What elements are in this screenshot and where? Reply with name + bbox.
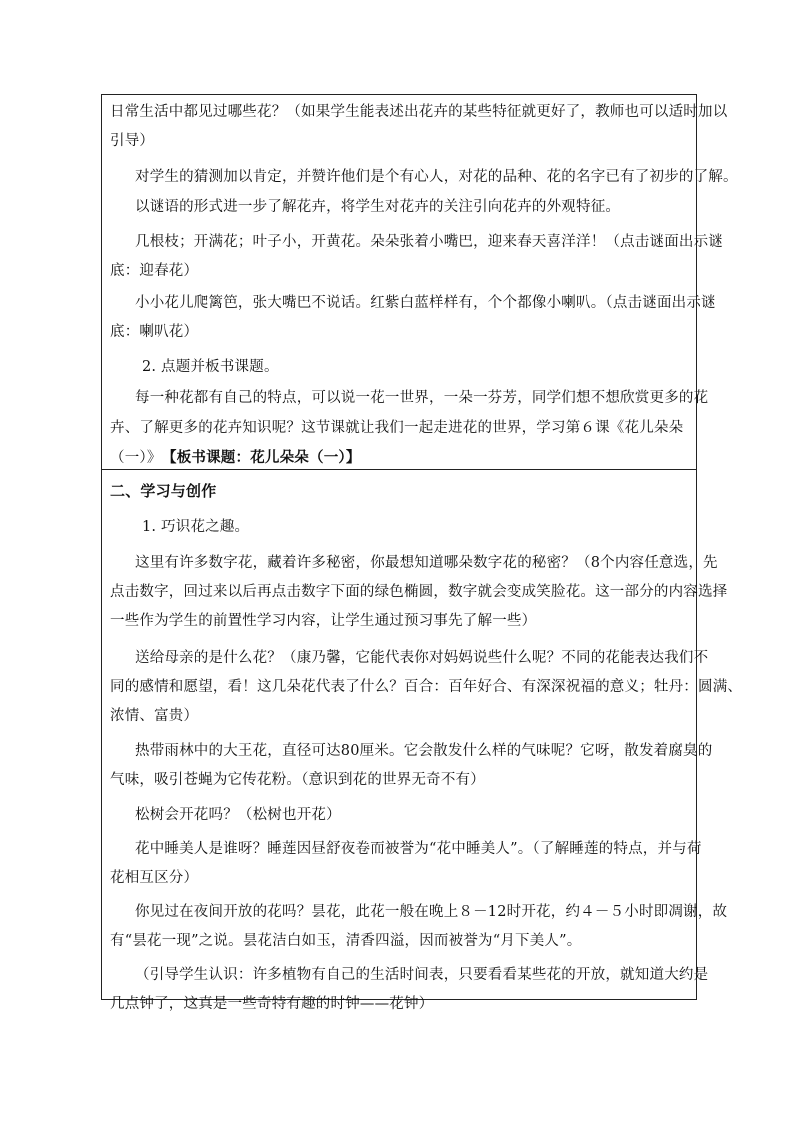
paragraph-line: 这里有许多数字花，藏着许多秘密，你最想知道哪朵数字花的秘密？（8个内容任意选，先: [135, 555, 718, 571]
paragraph-line: 底：迎春花）: [110, 263, 199, 279]
paragraph-line: 有“昙花一现”之说。昙花洁白如玉，清香四溢，因而被誉为“月下美人”。: [110, 933, 582, 949]
paragraph-line: 以谜语的形式进一步了解花卉，将学生对花卉的关注引向花卉的外观特征。: [135, 199, 621, 215]
paragraph-line: 热带雨林中的大王花，直径可达80厘米。它会散发什么样的气味呢？它呀，散发着腐臭的: [135, 743, 713, 759]
board-title-line: 【板书课题：花儿朵朵（一）】: [162, 449, 361, 466]
paragraph-line: 小小花儿爬篱笆，张大嘴巴不说话。红紫白蓝样样有，个个都像小喇叭。（点击谜面出示谜: [135, 295, 716, 311]
section-title: 二、学习与创作: [110, 482, 217, 500]
paragraph-line: 底：喇叭花）: [110, 324, 199, 340]
paragraph-line: 2. 点题并板书课题。: [142, 359, 279, 375]
paragraph-line: 花中睡美人是谁呀？睡莲因昼舒夜卷而被誉为“花中睡美人”。（了解睡莲的特点，并与荷: [135, 841, 702, 857]
table-row: [101, 469, 743, 1012]
paragraph-line: 送给母亲的是什么花？（康乃馨，它能代表你对妈妈说些什么呢？不同的花能表达我们不: [135, 650, 709, 666]
paragraph-line: 你见过在夜间开放的花吗？昙花，此花一般在晚上８－12时开花，约４－５小时即凋谢，故: [135, 904, 728, 920]
paragraph-line: 几点钟了，这真是一些奇特有趣的时钟——花钟）: [110, 996, 434, 1012]
paragraph-line: 同的感情和愿望，看！这几朵花代表了什么？百合：百年好合、有深深祝福的意义；牡丹：圆满、: [110, 679, 743, 695]
paragraph-line: 1. 巧识花之趣。: [142, 519, 250, 535]
paragraph-line: 花相互区分）: [110, 870, 199, 886]
paragraph-line: 几根枝；开满花；叶子小，开黄花。朵朵张着小嘴巴，迎来春天喜洋洋！（点击谜面出示谜: [135, 234, 723, 250]
paragraph-line: （引导学生认识：许多植物有自己的生活时间表，只要看看某些花的开放，就知道大约是: [135, 967, 709, 983]
paragraph-line: 引导）: [110, 133, 155, 149]
paragraph-line: 松树会开花吗？（松树也开花）: [135, 807, 341, 823]
paragraph-line: 点击数字，回过来以后再点击数字下面的绿色椭圆，数字就会变成笑脸花。这一部分的内容选择: [110, 584, 728, 600]
paragraph-line: 日常生活中都见过哪些花？（如果学生能表述出花卉的某些特征就更好了，教师也可以适时加以: [110, 104, 728, 120]
table-row: [101, 94, 738, 469]
paragraph-line: 一些作为学生的前置性学习内容，让学生通过预习事先了解一些）: [110, 613, 537, 629]
paragraph-line: 浓情、富贵）: [110, 708, 199, 724]
paragraph-line: 气味，吸引苍蝇为它传花粉。（意识到花的世界无奇不有）: [110, 772, 485, 788]
lesson-plan-table: [101, 94, 743, 1012]
paragraph-line: 对学生的猜测加以肯定，并赞许他们是个有心人，对花的品种、花的名字已有了初步的了解。: [135, 169, 738, 185]
paragraph-line: 每一种花都有自己的特点，可以说一花一世界，一朵一芬芳，同学们想不想欣赏更多的花: [135, 390, 709, 406]
paragraph-line: （一）》: [110, 450, 162, 466]
paragraph-line: 卉、了解更多的花卉知识呢？这节课就让我们一起走进花的世界，学习第６课《花儿朵朵: [110, 420, 684, 436]
